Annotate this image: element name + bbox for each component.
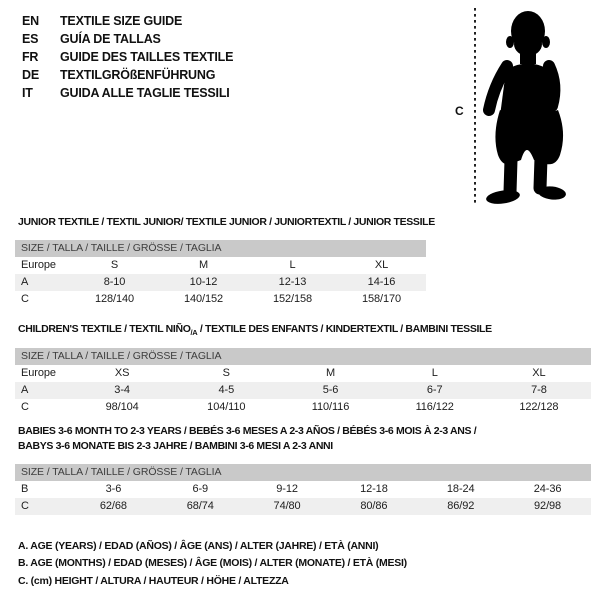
language-row-fr	[22, 48, 233, 66]
language-code: EN	[22, 14, 39, 28]
value-cell: 116/122	[415, 401, 454, 413]
value-cell: 80/86	[360, 500, 388, 512]
value-cell: 158/170	[361, 293, 402, 305]
language-row-de	[22, 66, 233, 84]
value-cell: 18-24	[446, 483, 475, 495]
size-header-bar: SIZE / TALLA / TAILLE / GRÖSSE / TAGLIA	[15, 348, 591, 365]
junior-size-table	[15, 240, 426, 308]
table-row-europe	[15, 365, 591, 382]
baby-silhouette	[485, 11, 566, 206]
language-title: GUÍA DE TALLAS	[60, 32, 161, 46]
size-cell: XS	[114, 367, 130, 379]
babies-title-line1: BABIES 3-6 MONTH TO 2-3 YEARS / BEBÉS 3-6 MESES A 2-3 AÑOS / BÉBÉS 3-6 MOIS À 2-3 ANS /	[18, 425, 477, 437]
size-header-bar: SIZE / TALLA / TAILLE / GRÖSSE / TAGLIA	[15, 464, 591, 481]
value-cell: 4-5	[218, 384, 235, 396]
value-cell: 152/158	[272, 293, 313, 305]
table-row-europe	[15, 257, 426, 274]
table-row-months	[15, 481, 591, 498]
size-cell: S	[110, 259, 119, 271]
language-title: TEXTILE SIZE GUIDE	[60, 14, 183, 28]
language-row-it	[22, 84, 233, 102]
babies-table-title	[18, 424, 476, 454]
children-size-table	[15, 348, 591, 416]
children-table-title	[18, 322, 492, 340]
value-cell: 3-6	[105, 483, 122, 495]
language-code: FR	[22, 50, 39, 64]
value-cell: 110/116	[311, 401, 350, 413]
language-title: GUIDA ALLE TAGLIE TESSILI	[60, 86, 230, 100]
value-cell: 6-9	[192, 483, 209, 495]
footnote-age-months: B. AGE (MONTHS) / EDAD (MESES) / ÂGE (MOIS) / ALTER (MONATE) / ETÀ (MESI)	[18, 557, 407, 570]
toddler-silhouette-figure	[440, 0, 600, 215]
babies-title-line2: BABYS 3-6 MONATE BIS 2-3 JAHRE / BAMBINI 3-6 MESI A 2-3 ANNI	[18, 440, 333, 452]
value-cell: 74/80	[273, 500, 301, 512]
value-cell: 8-10	[103, 276, 126, 288]
value-cell: 24-36	[533, 483, 562, 495]
language-code: ES	[22, 32, 39, 46]
babies-size-table	[15, 464, 591, 515]
language-header	[22, 12, 233, 102]
size-header-bar: SIZE / TALLA / TAILLE / GRÖSSE / TAGLIA	[15, 240, 426, 257]
row-label-cell: C	[21, 500, 29, 512]
row-label-cell: A	[21, 384, 29, 396]
value-cell: 10-12	[189, 276, 218, 288]
footnote-age-years: A. AGE (YEARS) / EDAD (AÑOS) / ÂGE (ANS) / ALTER (JAHRE) / ETÀ (ANNI)	[18, 540, 379, 552]
size-cell: L	[431, 367, 438, 379]
row-label-cell: Europe	[21, 259, 56, 271]
value-cell: 12-18	[360, 483, 388, 495]
size-cell: L	[289, 259, 296, 271]
row-label-cell: C	[21, 401, 29, 413]
value-cell: 6-7	[426, 384, 443, 396]
size-cell: S	[222, 367, 230, 379]
language-code: IT	[22, 86, 33, 100]
value-cell: 7-8	[531, 384, 547, 396]
row-label-cell: B	[21, 483, 29, 495]
table-row-height	[15, 498, 591, 515]
table-row-age	[15, 382, 591, 399]
value-cell: 12-13	[278, 276, 307, 288]
legend-footnotes	[18, 538, 407, 590]
children-title-sub: /A	[190, 328, 198, 338]
size-cell: M	[198, 259, 209, 271]
table-row-age	[15, 274, 426, 291]
children-title-post: / TEXTILE DES ENFANTS / KINDERTEXTIL / BAMBINI TESSILE	[197, 323, 492, 335]
table-row-height	[15, 291, 426, 308]
value-cell: 5-6	[322, 384, 339, 396]
value-cell: 98/104	[105, 401, 139, 413]
language-code: DE	[22, 68, 39, 82]
value-cell: 3-4	[114, 384, 130, 396]
language-title: GUIDE DES TAILLES TEXTILE	[60, 50, 234, 64]
value-cell: 104/110	[207, 401, 246, 413]
language-row-en	[22, 12, 233, 30]
row-label-cell: C	[21, 293, 29, 305]
footnote-height-cm: C. (cm) HEIGHT / ALTURA / HAUTEUR / HÖHE / ALTEZZA	[18, 574, 289, 587]
value-cell: 128/140	[94, 293, 135, 305]
value-cell: 92/98	[534, 500, 562, 512]
children-title-pre: CHILDREN'S TEXTILE / TEXTIL NIÑO	[18, 323, 191, 335]
size-cell: M	[325, 367, 336, 379]
value-cell: 140/152	[183, 293, 224, 305]
size-cell: XL	[532, 367, 546, 379]
row-label-cell: Europe	[21, 367, 56, 379]
value-cell: 62/68	[99, 500, 127, 512]
table-row-height	[15, 399, 591, 416]
row-label-cell: A	[21, 276, 29, 288]
language-row-es	[22, 30, 233, 48]
size-cell: XL	[374, 259, 389, 271]
height-measure-label: C	[455, 104, 464, 118]
value-cell: 122/128	[519, 401, 559, 413]
value-cell: 14-16	[367, 276, 396, 288]
value-cell: 9-12	[276, 483, 298, 495]
language-title: TEXTILGRÖßENFÜHRUNG	[60, 68, 216, 82]
junior-table-title: JUNIOR TEXTILE / TEXTIL JUNIOR/ TEXTILE JUNIOR / JUNIORTEXTIL / JUNIOR TESSILE	[18, 216, 435, 228]
value-cell: 86/92	[447, 500, 475, 512]
value-cell: 68/74	[186, 500, 214, 512]
